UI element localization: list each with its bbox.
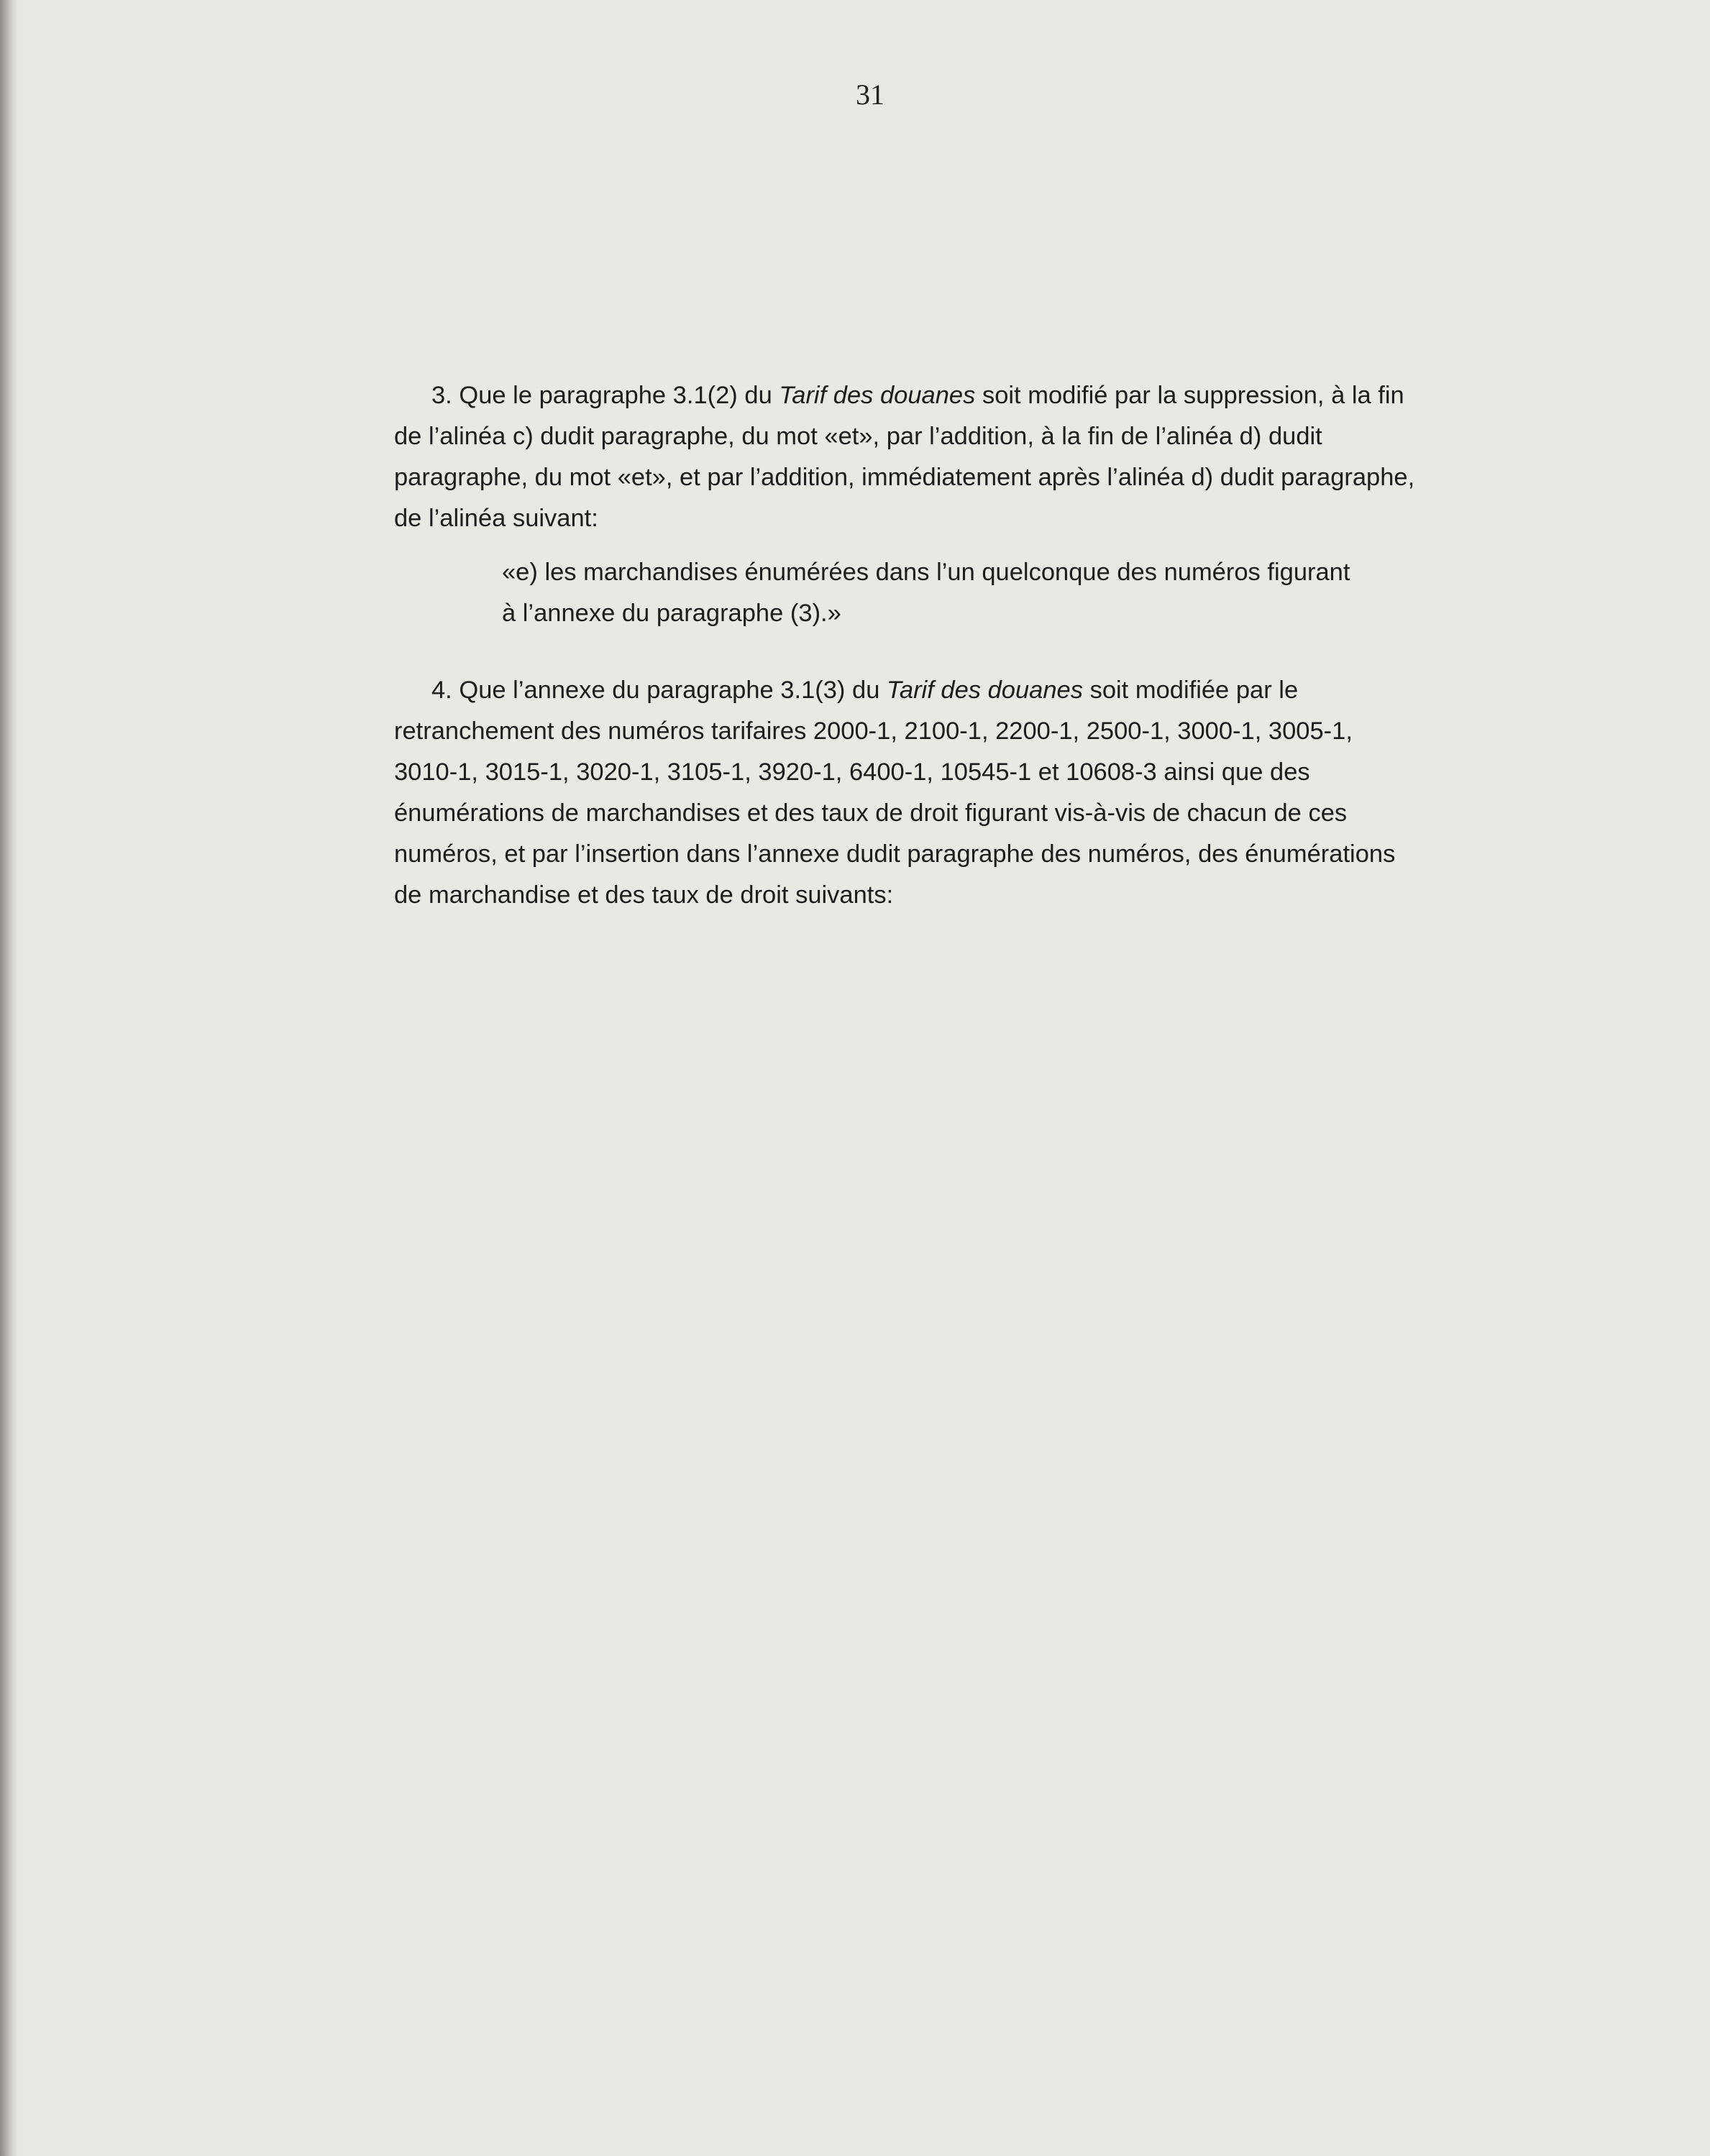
section-3-paragraph <box>394 375 1415 539</box>
section-3-text-end: soit modifié par la suppression, à la fin de l’alinéa c) dudit paragraphe, du mot «et», par l’addition, à la fin de l’alinéa d) dudit paragraphe, du mot «et», et par l’addition, immédiatement après l’alinéa d) dudit paragraphe, de l’alinéa suivant: <box>394 382 1415 532</box>
document-body <box>394 375 1415 916</box>
section-3-number: 3. <box>431 382 452 409</box>
section-4-paragraph <box>394 670 1415 916</box>
section-4-text-end: soit modifiée par le retranchement des numéros tarifaires 2000-1, 2100-1, 2200-1, 2500-1, 3000-1, 3005-1, 3010-1, 3015-1, 3020-1, 3105-1, 3920-1, 6400-1, 10545-1 et 10608-3 ainsi que des énumérations de marchandises et des taux de droit figurant vis-à-vis de chacun de ces numéros, et par l’insertion dans l’annexe dudit paragraphe des numéros, des énumérations de marchandise et des taux de droit suivants: <box>394 676 1396 909</box>
section-4-text-start: Que l’annexe du paragraphe 3.1(3) du <box>459 676 887 704</box>
section-3-quote: «e) les marchandises énumérées dans l’un quelconque des numéros figurant à l’annexe du paragraphe (3).» <box>502 559 1350 627</box>
section-3-italic-title: Tarif des douanes <box>779 382 976 409</box>
section-4-italic-title: Tarif des douanes <box>886 676 1083 704</box>
paragraph-spacer <box>394 634 1415 670</box>
page-number: 31 <box>856 78 884 111</box>
page-edge-shadow <box>0 0 19 2156</box>
section-3-text-start: Que le paragraphe 3.1(2) du <box>459 382 779 409</box>
section-4-number: 4. <box>431 676 452 704</box>
